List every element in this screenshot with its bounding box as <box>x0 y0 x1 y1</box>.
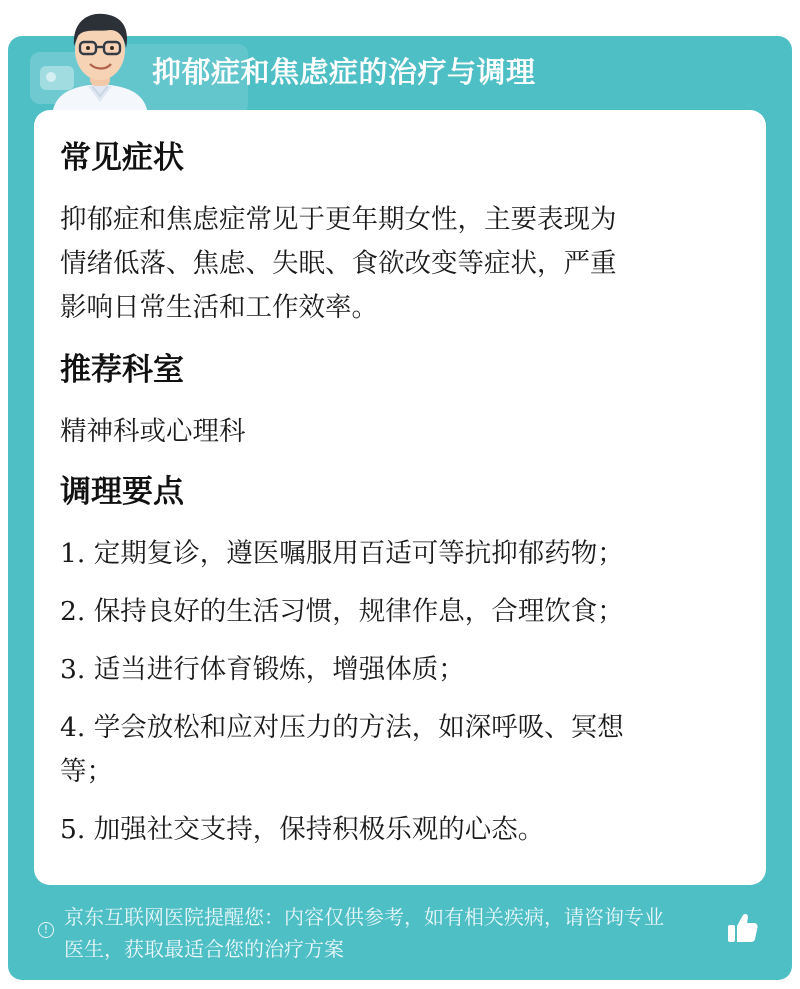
content-card <box>34 110 766 885</box>
section-heading-department: 推荐科室 <box>60 352 184 388</box>
section-heading-care: 调理要点 <box>60 474 184 510</box>
care-list <box>60 532 740 852</box>
care-item: 4. 学会放松和应对压力的方法，如深呼吸、冥想 等； <box>60 712 624 787</box>
care-item: 2. 保持良好的生活习惯，规律作息，合理饮食； <box>60 596 624 627</box>
care-item: 5. 加强社交支持，保持积极乐观的心态。 <box>60 814 545 845</box>
thumbs-up-icon[interactable] <box>724 910 760 946</box>
care-item: 3. 适当进行体育锻炼，增强体质； <box>60 654 465 685</box>
disclaimer-line: 京东互联网医院提醒您：内容仅供参考，如有相关疾病，请咨询专业 <box>64 905 664 929</box>
symptoms-line: 影响日常生活和工作效率。 <box>60 292 378 323</box>
department-text: 精神科或心理科 <box>60 416 246 447</box>
page-title: 抑郁症和焦虑症的治疗与调理 <box>152 55 536 89</box>
disclaimer-text <box>64 901 724 965</box>
disclaimer-line: 医生，获取最适合您的治疗方案 <box>64 937 344 961</box>
symptoms-text <box>60 198 740 330</box>
care-item: 1. 定期复诊，遵医嘱服用百适可等抗抑郁药物； <box>60 538 624 569</box>
symptoms-line: 抑郁症和焦虑症常见于更年期女性，主要表现为 <box>60 204 617 235</box>
symptoms-line: 情绪低落、焦虑、失眠、食欲改变等症状，严重 <box>60 248 617 279</box>
section-heading-symptoms: 常见症状 <box>60 140 184 176</box>
info-icon: ! <box>38 922 54 938</box>
doctor-avatar-icon <box>40 6 160 116</box>
